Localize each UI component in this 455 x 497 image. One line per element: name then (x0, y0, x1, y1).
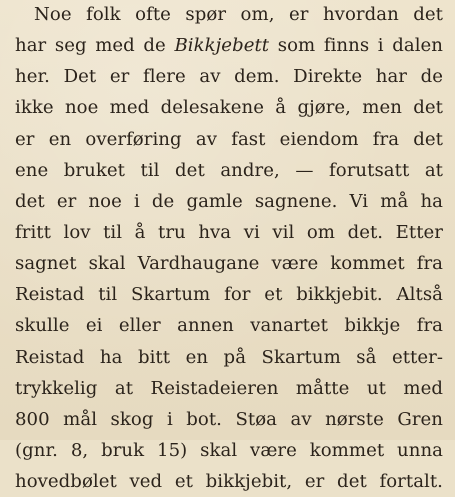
text-line-13: trykkelig at Reistadeieren måtte ut med (15, 377, 443, 399)
text-line-2: har seg med de Bikkjebett som finns i dalen (15, 35, 443, 57)
text-line-4: ikke noe med delesakene å gjøre, men det (15, 97, 443, 119)
text-line-12: Reistad ha bitt en på Skartum så etter- (15, 346, 443, 368)
text-line-15: (gnr. 8, bruk 15) skal være kommet unna (15, 439, 443, 461)
text-line-6: ene bruket til det andre, — forutsatt at (15, 159, 443, 181)
body-paragraph (15, 0, 443, 497)
text-line-3: her. Det er flere av dem. Direkte har de (15, 66, 443, 88)
italic-term: Bikkjebett (174, 35, 270, 57)
text-line-14: 800 mål skog i bot. Støa av nørste Gren (15, 408, 443, 430)
text-line-8: fritt lov til å tru hva vi vil om det. Etter (15, 221, 443, 243)
text-line-10: Reistad til Skartum for et bikkjebit. Altså (15, 284, 443, 306)
text-line-5: er en overføring av fast eiendom fra det (15, 128, 443, 150)
text-line-11: skulle ei eller annen vanartet bikkje fra (15, 315, 443, 337)
text-line-7: det er noe i de gamle sagnene. Vi må ha (15, 190, 443, 212)
text-line-16: hovedbølet ved et bikkjebit, er det fortalt. (15, 471, 443, 493)
text-line-1: Noe folk ofte spør om, er hvordan det (34, 4, 443, 25)
text-line-9: sagnet skal Vardhaugane være kommet fra (15, 253, 443, 275)
